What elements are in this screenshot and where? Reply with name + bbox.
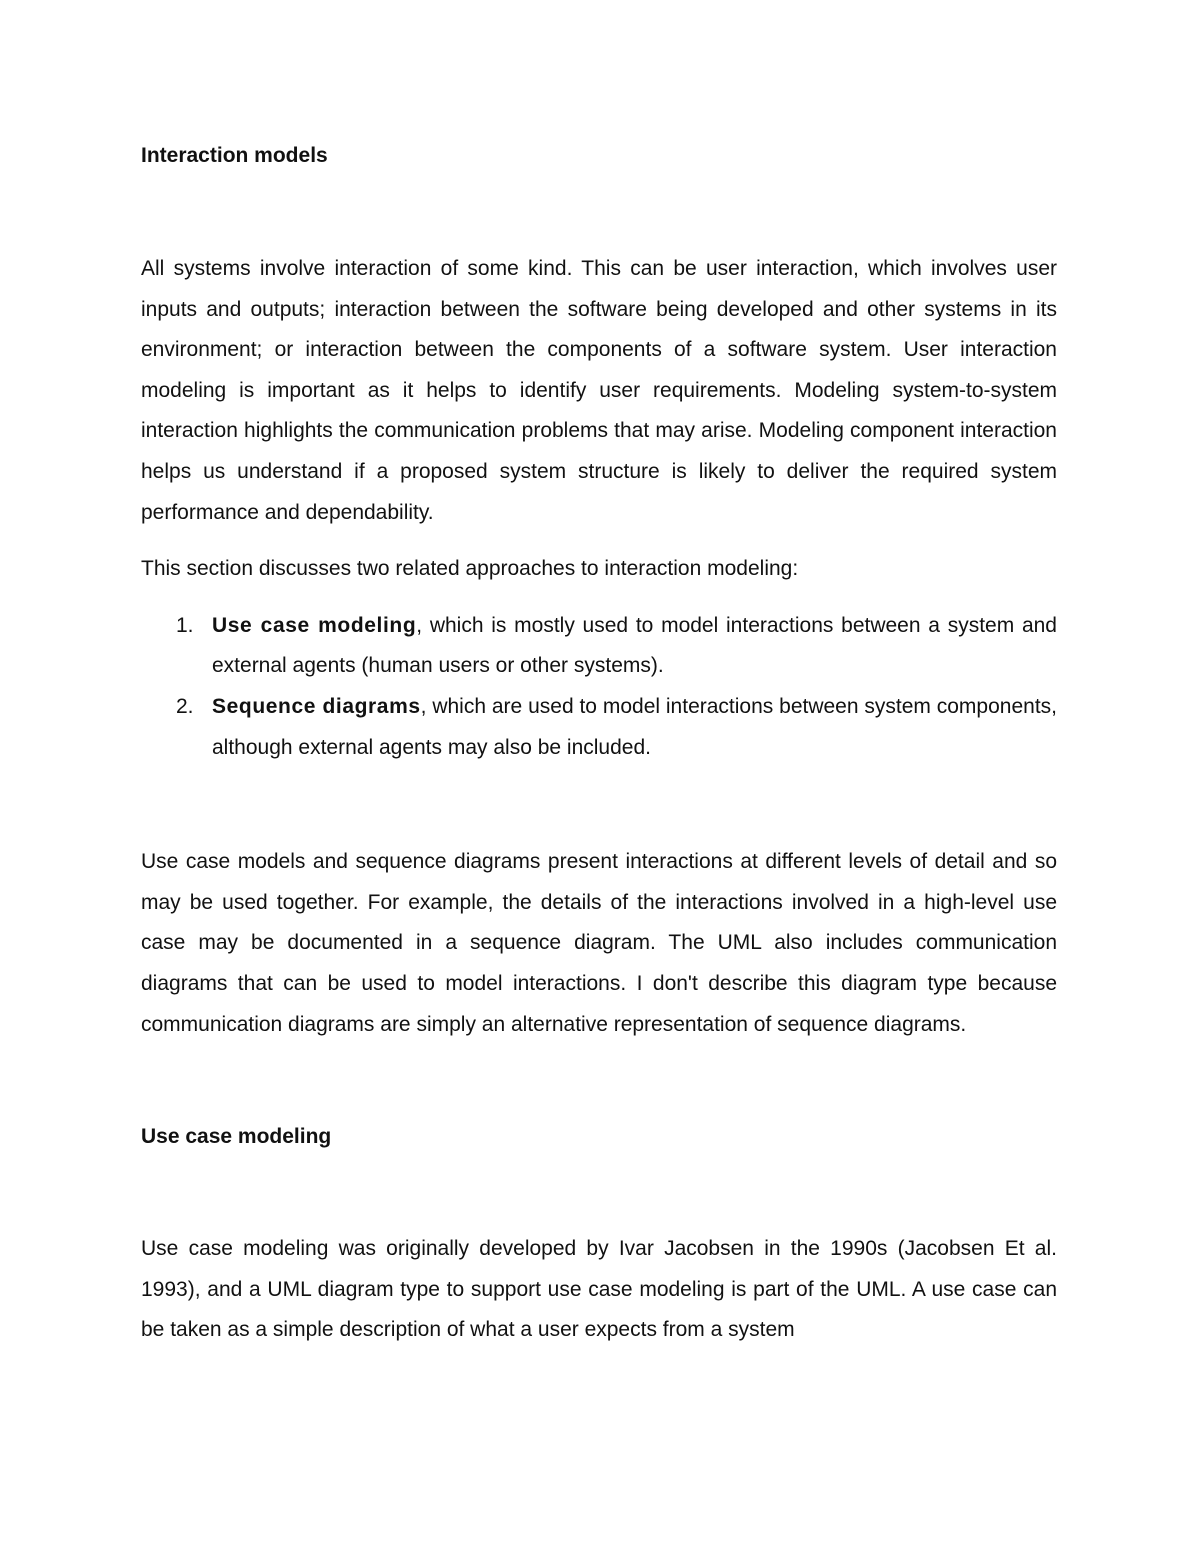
spacer bbox=[141, 533, 1057, 549]
spacer bbox=[141, 590, 1057, 606]
section-heading-interaction-models: Interaction models bbox=[141, 144, 328, 167]
paragraph-use-case-models: Use case models and sequence diagrams present interactions at different levels of detail and so may be used together. For example, the details of the interactions involved in a high-level use case may be documented in a sequence diagram. The UML also includes communication diagrams that can be used to model interactions. I don't describe this diagram type because communication diagrams are simply an alternative representation of sequence diagrams. bbox=[141, 850, 1057, 1036]
list-item-term: Sequence diagrams bbox=[212, 694, 421, 718]
list-item-number: 2. bbox=[176, 694, 194, 718]
paragraph-approaches: This section discusses two related approaches to interaction modeling: bbox=[141, 557, 799, 581]
spacer bbox=[141, 1045, 1057, 1119]
spacer bbox=[141, 1155, 1057, 1229]
paragraph-intro: All systems involve interaction of some kind. This can be user interaction, which involves user inputs and outputs; interaction between the software being developed and other systems in its environment; or interaction between the components of a software system. User interaction modeling is important as it helps to identify user requirements. Modeling system-to-system interaction highlights the communication problems that may arise. Modeling component interaction helps us understand if a proposed system structure is likely to deliver the required system performance and dependability. bbox=[141, 257, 1057, 524]
list-item-text: , which are used to model interactions between system components, although external agents may also be included. bbox=[212, 694, 1057, 759]
paragraph-use-case-history: Use case modeling was originally developed by Ivar Jacobsen in the 1990s (Jacobsen Et al. 1993), and a UML diagram type to support use case modeling is part of the UML. A use case can be taken as a simple description of what a user expects from a system bbox=[141, 1237, 1057, 1342]
document-body bbox=[141, 138, 1057, 1351]
section-heading-use-case-modeling: Use case modeling bbox=[141, 1125, 332, 1149]
spacer bbox=[141, 768, 1057, 842]
list-item bbox=[141, 606, 1057, 687]
list-item bbox=[141, 687, 1057, 768]
list-item-term: Use case modeling bbox=[212, 613, 417, 637]
approaches-list bbox=[141, 606, 1057, 768]
spacer bbox=[141, 174, 1057, 249]
list-item-number: 1. bbox=[176, 613, 194, 637]
list-item-text: , which is mostly used to model interactions between a system and external agents (human users or other systems). bbox=[212, 613, 1057, 678]
